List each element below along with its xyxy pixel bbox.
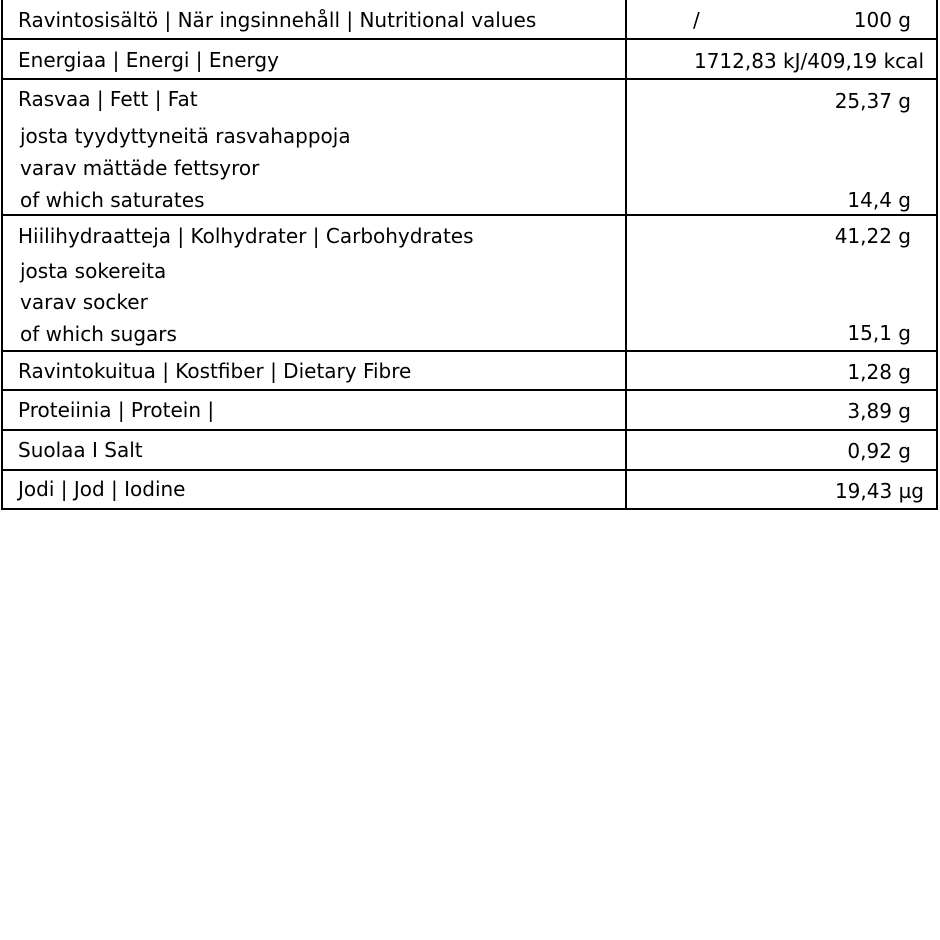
sugars-label-sv: varav socker	[20, 290, 148, 314]
fibre-label: Ravintokuitua | Kostfiber | Dietary Fibre	[18, 359, 412, 383]
saturates-label-fi: josta tyydyttyneitä rasvahappoja	[20, 124, 351, 148]
row-divider	[3, 350, 936, 352]
carbs-value: 41,22 g	[834, 224, 911, 248]
protein-value: 3,89 g	[847, 399, 911, 423]
sugars-label-en: of which sugars	[20, 322, 177, 346]
row-divider	[3, 429, 936, 431]
protein-label: Proteiinia | Protein |	[18, 398, 215, 422]
fat-label: Rasvaa | Fett | Fat	[18, 87, 198, 111]
sugars-label-fi: josta sokereita	[20, 259, 167, 283]
salt-label: Suolaa I Salt	[18, 438, 143, 462]
fibre-value: 1,28 g	[847, 360, 911, 384]
row-divider	[3, 78, 936, 80]
nutrition-table	[1, 0, 938, 510]
row-divider	[3, 38, 936, 40]
row-divider	[3, 389, 936, 391]
saturates-label-en: of which saturates	[20, 188, 205, 212]
salt-value: 0,92 g	[847, 439, 911, 463]
fat-value: 25,37 g	[834, 89, 911, 113]
row-divider	[3, 469, 936, 471]
saturates-value: 14,4 g	[847, 188, 911, 212]
energy-label: Energiaa | Energi | Energy	[18, 48, 279, 72]
column-divider	[625, 0, 627, 508]
carbs-label: Hiilihydraatteja | Kolhydrater | Carbohydrates	[18, 224, 474, 248]
row-divider	[3, 214, 936, 216]
header-label: Ravintosisältö | När ingsinnehåll | Nutritional values	[18, 8, 537, 32]
per-symbol: /	[693, 8, 700, 32]
iodine-value: 19,43 µg	[834, 479, 924, 503]
energy-value: 1712,83 kJ/409,19 kcal	[693, 49, 924, 73]
saturates-label-sv: varav mättäde fettsyror	[20, 156, 260, 180]
iodine-label: Jodi | Jod | Iodine	[18, 477, 186, 501]
sugars-value: 15,1 g	[847, 321, 911, 345]
per-amount: 100 g	[853, 8, 911, 32]
